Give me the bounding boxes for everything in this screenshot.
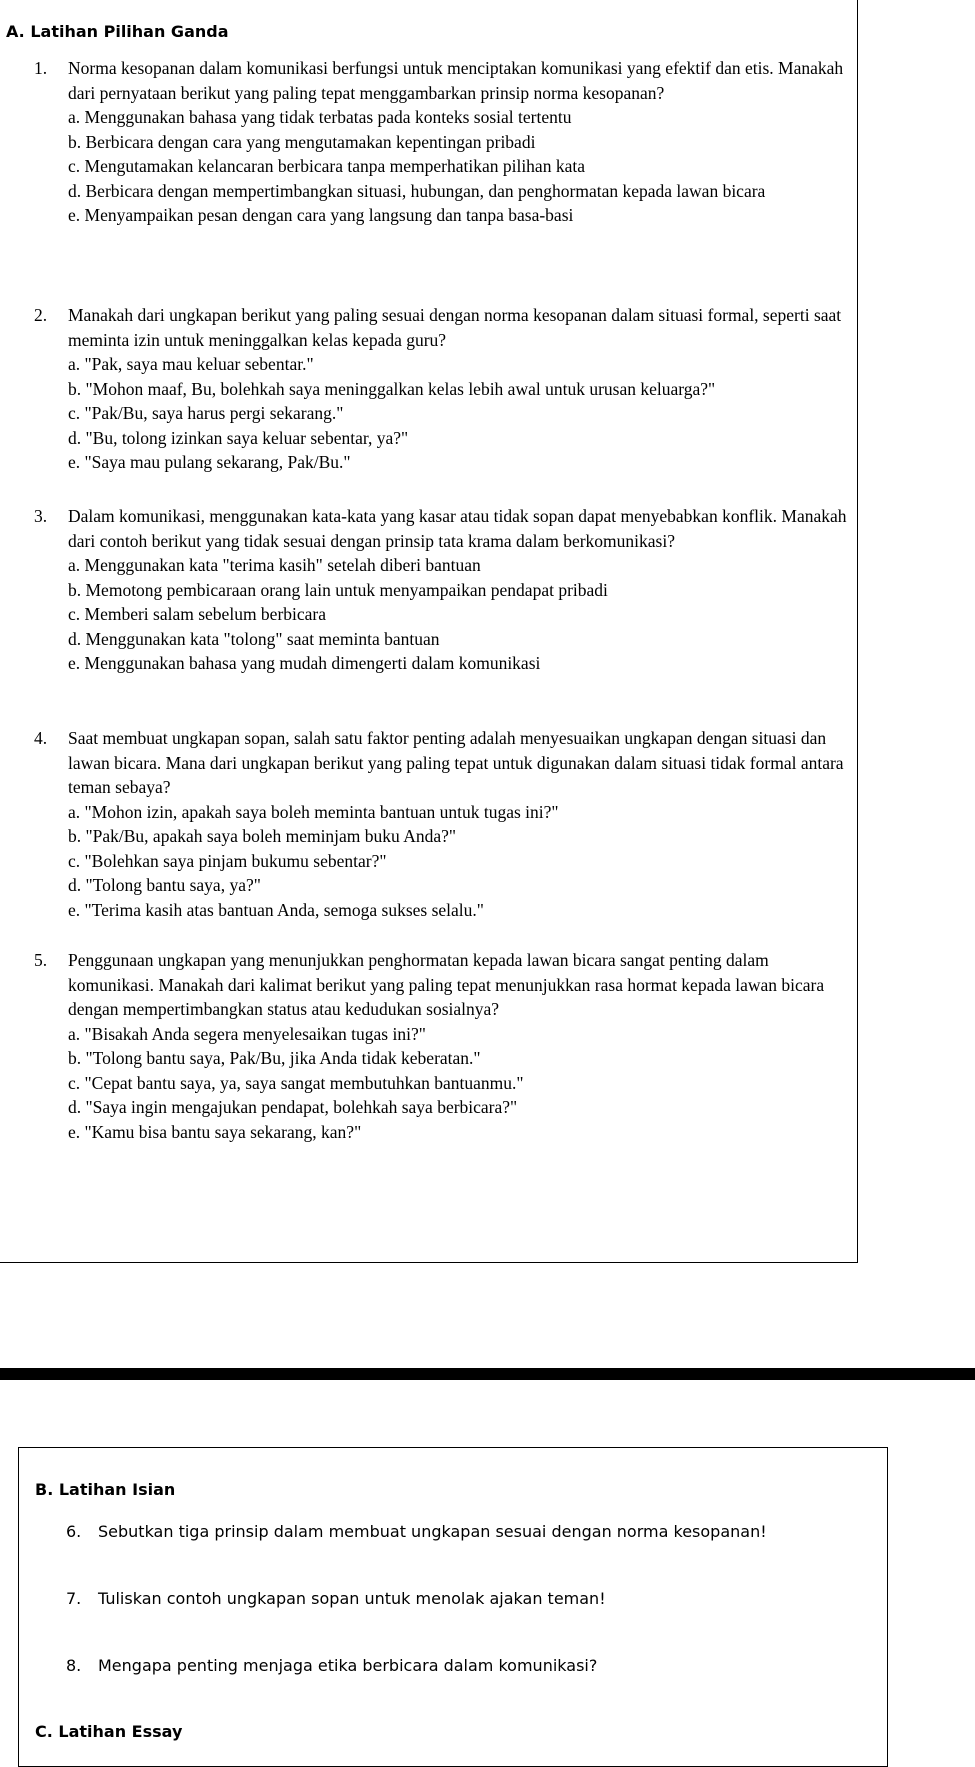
answer-option: e. "Kamu bisa bantu saya sekarang, kan?" <box>68 1121 362 1142</box>
question-stem <box>34 948 852 1022</box>
question-number: 5. <box>34 950 48 970</box>
question-text: Tuliskan contoh ungkapan sopan untuk menolak ajakan teman! <box>98 1589 606 1608</box>
answer-option: a. Menggunakan kata "terima kasih" setelah diberi bantuan <box>68 555 481 575</box>
answer-option: d. "Bu, tolong izinkan saya keluar sebentar, ya?" <box>68 427 409 448</box>
answer-option: d. "Tolong bantu saya, ya?" <box>68 875 261 895</box>
question-text: Mengapa penting menjaga etika berbicara dalam komunikasi? <box>98 1656 598 1675</box>
answer-option: c. "Bolehkan saya pinjam bukumu sebentar?" <box>68 850 387 871</box>
answer-option: a. Menggunakan bahasa yang tidak terbatas pada konteks sosial tertentu <box>68 107 572 127</box>
question-text: Norma kesopanan dalam komunikasi berfungsi untuk menciptakan komunikasi yang efektif dan etis. Manakah dari pernyataan berikut yang paling tepat menggambarkan prinsip norma kesopanan? <box>68 58 844 103</box>
question-text: Manakah dari ungkapan berikut yang paling sesuai dengan norma kesopanan dalam situasi formal, seperti saat meminta izin untuk meninggalkan kelas kepada guru? <box>68 305 842 350</box>
question-5 <box>34 948 852 1144</box>
answer-option: d. Menggunakan kata "tolong" saat meminta bantuan <box>68 628 440 649</box>
answer-option: d. Berbicara dengan mempertimbangkan situasi, hubungan, dan penghormatan kepada lawan bicara <box>68 180 766 201</box>
answer-option: e. Menyampaikan pesan dengan cara yang langsung dan tanpa basa-basi <box>68 205 574 225</box>
answer-option: b. "Mohon maaf, Bu, bolehkah saya meninggalkan kelas lebih awal untuk urusan keluarga?" <box>68 378 716 399</box>
answer-option: b. "Tolong bantu saya, Pak/Bu, jika Anda tidak keberatan." <box>68 1048 481 1068</box>
answer-option: c. "Pak/Bu, saya harus pergi sekarang." <box>68 403 344 423</box>
question-text: Saat membuat ungkapan sopan, salah satu faktor penting adalah menyesuaikan ungkapan dengan situasi dan lawan bicara. Mana dari ungkapan berikut yang paling tepat untuk digunakan dalam situasi tidak formal antara teman sebaya? <box>68 728 844 797</box>
answer-option: a. "Bisakah Anda segera menyelesaikan tugas ini?" <box>68 1023 426 1044</box>
question-number: 1. <box>34 58 48 78</box>
question-4 <box>34 726 852 922</box>
section-a-title: A. Latihan Pilihan Ganda <box>6 22 229 41</box>
question-number: 7. <box>66 1589 82 1608</box>
question-number: 2. <box>34 305 48 325</box>
question-1 <box>34 56 852 228</box>
question-stem <box>34 303 852 352</box>
question-6 <box>66 1522 767 1541</box>
question-number: 4. <box>34 728 48 748</box>
question-text: Penggunaan ungkapan yang menunjukkan penghormatan kepada lawan bicara sangat penting dalam komunikasi. Manakah dari kalimat berikut yang paling tepat menunjukkan rasa hormat kepada lawan bicara dengan mempertimbangkan status atau kedudukan sosialnya? <box>68 950 825 1019</box>
question-text: Sebutkan tiga prinsip dalam membuat ungkapan sesuai dengan norma kesopanan! <box>98 1522 767 1541</box>
answer-option: e. "Terima kasih atas bantuan Anda, semoga sukses selalu." <box>68 899 484 920</box>
question-stem <box>34 726 852 800</box>
question-number: 3. <box>34 506 48 526</box>
answer-option: a. "Mohon izin, apakah saya boleh meminta bantuan untuk tugas ini?" <box>68 801 559 822</box>
answer-option: b. "Pak/Bu, apakah saya boleh meminjam buku Anda?" <box>68 826 457 846</box>
question-number: 8. <box>66 1656 82 1675</box>
answer-option: b. Memotong pembicaraan orang lain untuk menyampaikan pendapat pribadi <box>68 579 608 600</box>
question-2 <box>34 303 852 475</box>
question-stem <box>34 56 852 105</box>
question-7 <box>66 1589 606 1608</box>
answer-option: c. Mengutamakan kelancaran berbicara tanpa memperhatikan pilihan kata <box>68 156 585 176</box>
answer-option: c. "Cepat bantu saya, ya, saya sangat membutuhkan bantuanmu." <box>68 1072 524 1093</box>
question-text: Dalam komunikasi, menggunakan kata-kata yang kasar atau tidak sopan dapat menyebabkan konflik. Manakah dari contoh berikut yang tidak sesuai dengan prinsip tata krama dalam berkomunikasi? <box>68 506 847 551</box>
answer-option: a. "Pak, saya mau keluar sebentar." <box>68 354 314 374</box>
answer-option: d. "Saya ingin mengajukan pendapat, bolehkah saya berbicara?" <box>68 1097 518 1117</box>
section-b-title: B. Latihan Isian <box>35 1480 176 1499</box>
answer-option: c. Memberi salam sebelum berbicara <box>68 604 327 624</box>
section-c-title: C. Latihan Essay <box>35 1722 183 1741</box>
answer-option: e. Menggunakan bahasa yang mudah dimengerti dalam komunikasi <box>68 653 541 673</box>
question-8 <box>66 1656 597 1675</box>
page-divider <box>0 1368 975 1380</box>
question-3 <box>34 504 852 676</box>
answer-option: b. Berbicara dengan cara yang mengutamakan kepentingan pribadi <box>68 131 536 152</box>
question-number: 6. <box>66 1522 82 1541</box>
answer-option: e. "Saya mau pulang sekarang, Pak/Bu." <box>68 452 351 472</box>
question-stem <box>34 504 852 553</box>
